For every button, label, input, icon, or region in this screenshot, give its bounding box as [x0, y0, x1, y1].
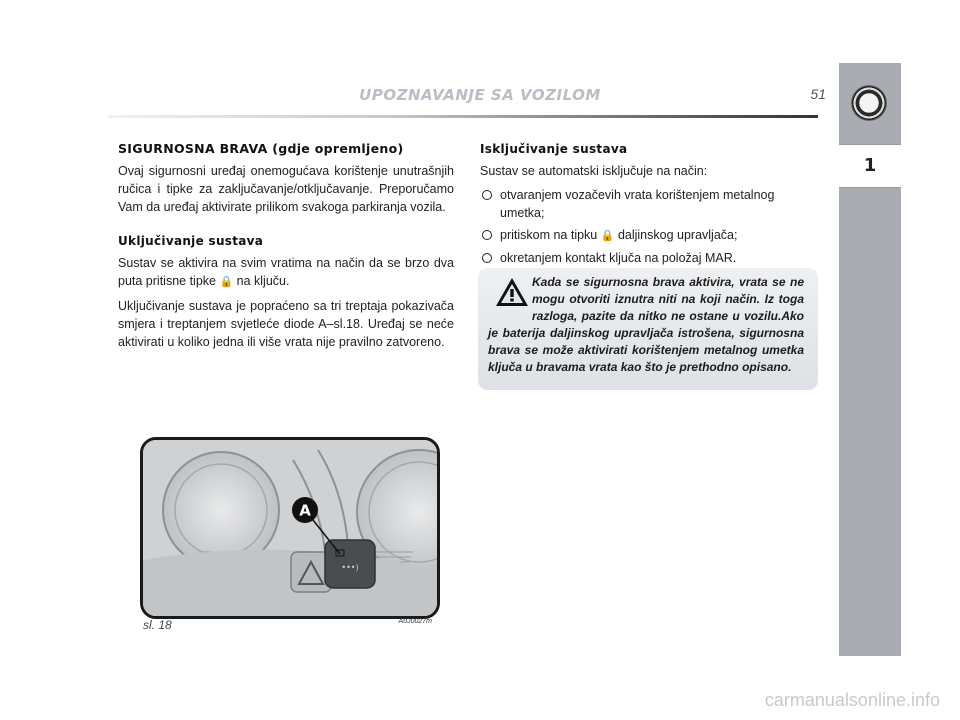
watermark: carmanualsonline.info	[764, 690, 940, 710]
list-item	[480, 249, 818, 267]
page-number: 51	[810, 86, 826, 102]
activation-text: Sustav se aktivira na svim vratima na način da se brzo dva puta pritisne tipke	[118, 256, 454, 288]
header-title: UPOZNAVANJE SA VOZILOM	[359, 86, 601, 104]
dashboard-illustration	[143, 440, 437, 616]
intro-paragraph: Ovaj sigurnosni uređaj onemogućava korištenje unutrašnjih ručica i tipke za zaključavanje/otključavanje. Preporučamo Vam da uređaj aktivirate prilikom svakoga parkiranja vozila.	[118, 164, 454, 214]
section-heading: SIGURNOSNA BRAVA (gdje opremljeno)	[118, 141, 404, 156]
figure-code: A0J0027m	[398, 618, 432, 625]
alfa-romeo-logo-icon	[852, 86, 886, 120]
figure-caption: sl. 18	[143, 618, 172, 632]
header-rule	[108, 115, 818, 118]
lock-icon: 🔒	[219, 275, 234, 288]
warning-box	[478, 268, 818, 390]
list-item-text: otvaranjem vozačevih vrata korištenjem metalnog umetka;	[500, 188, 775, 220]
unlock-icon: 🔒	[600, 229, 615, 242]
right-column	[480, 140, 818, 271]
list-item	[480, 186, 818, 222]
figure-image	[140, 437, 440, 619]
list-item-text-end: daljinskog upravljača;	[617, 228, 738, 242]
activation-subheading: Uključivanje sustava	[118, 234, 264, 248]
left-column	[118, 140, 454, 357]
chapter-number: 1	[863, 155, 877, 176]
deactivation-intro: Sustav se automatski isključuje na način:	[480, 164, 708, 178]
bullet-icon	[482, 230, 492, 240]
figure-marker-a: A	[299, 501, 311, 520]
svg-text:•••): •••)	[341, 563, 359, 572]
bullet-icon	[482, 190, 492, 200]
activation-paragraph	[118, 254, 454, 291]
list-item	[480, 226, 818, 245]
bullet-icon	[482, 253, 492, 263]
deactivation-list	[480, 186, 818, 267]
activation-text-end: na ključu.	[236, 274, 290, 288]
chapter-tab[interactable]	[839, 144, 901, 188]
list-item-text: okretanjem kontakt ključa na položaj MAR.	[500, 251, 737, 265]
deactivation-subheading: Isključivanje sustava	[480, 142, 628, 156]
list-item-text: pritiskom na tipku	[500, 228, 598, 242]
warning-text: Kada se sigurnosna brava aktivira, vrata se ne mogu otvoriti iznutra niti na koji način. Iz toga razloga, pazite da nitko ne ostane u vozilu.Ako je baterija daljinskog upravljača istrošena, sigurnosna brava se može aktivirati korištenjem metalnog umetka ključa u bravama vrata kao što je prethodno opisano.	[488, 275, 804, 374]
confirmation-paragraph: Uključivanje sustava je popraćeno sa tri treptaja pokazivača smjera i treptanjem svjetleće diode A–sl.18. Uređaj se neće aktivirati u koliko jedna ili više vrata nije pravilno zatvoreno.	[118, 299, 454, 349]
